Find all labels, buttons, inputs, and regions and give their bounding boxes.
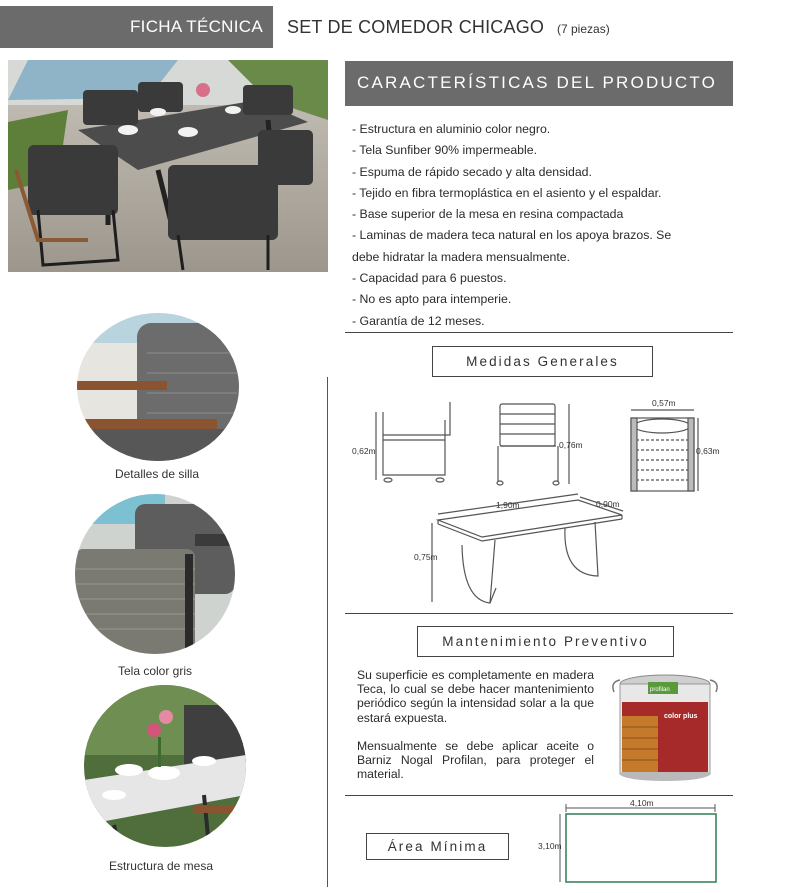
characteristics-list	[352, 119, 737, 332]
chair-top-depth-label: 0,63m	[696, 446, 720, 456]
table-width-label: 0,90m	[596, 499, 620, 509]
fabric-photo	[75, 494, 235, 654]
can-brand: profilan	[650, 687, 670, 693]
chair-side-height-label: 0,62m	[352, 446, 376, 456]
table-height-label: 0,75m	[414, 552, 438, 562]
caption-chair-detail: Detalles de silla	[114, 467, 200, 481]
maintenance-paragraph-1: Su superficie es completamente en madera Teca, lo cual se debe hacer mantenimiento periódico según la intensidad solar a la que estará expuesta.	[357, 668, 594, 725]
vertical-divider	[327, 377, 328, 887]
list-item: - Estructura en aluminio color negro.	[352, 122, 551, 136]
area-diagram	[530, 798, 730, 888]
page-title: SET DE COMEDOR CHICAGO	[287, 17, 545, 37]
list-item: - Laminas de madera teca natural en los apoya brazos. Se	[352, 228, 672, 243]
divider	[345, 795, 733, 796]
list-item: debe hidratar la madera mensualmente.	[352, 249, 571, 264]
varnish-can-image	[612, 672, 718, 782]
header-label: FICHA TÉCNICA	[130, 17, 263, 36]
chair-detail-photo	[77, 313, 239, 461]
divider	[345, 332, 733, 333]
table-structure-photo	[84, 685, 246, 847]
measures-diagram	[350, 390, 740, 610]
can-label: color plus	[664, 713, 698, 720]
list-item: - Tela Sunfiber 90% impermeable.	[352, 143, 538, 158]
list-item: - No es apto para intemperie.	[352, 292, 512, 307]
list-item: - Capacidad para 6 puestos.	[352, 271, 507, 286]
divider	[345, 613, 733, 614]
area-title: Área Mínima	[366, 833, 509, 860]
table-length-label: 1,90m	[496, 500, 520, 510]
maintenance-title: Mantenimiento Preventivo	[417, 626, 674, 657]
maintenance-text	[357, 668, 594, 781]
measures-title: Medidas Generales	[432, 346, 653, 377]
list-item: - Tejido en fibra termoplástica en el asiento y el espaldar.	[352, 185, 662, 200]
list-item: - Espuma de rápido secado y alta densidad.	[352, 164, 592, 179]
area-height-label: 3,10m	[538, 841, 562, 851]
characteristics-header	[345, 61, 733, 106]
area-width-label: 4,10m	[630, 798, 654, 808]
list-item: - Garantía de 12 meses.	[352, 313, 485, 328]
chair-front-height-label: 0,76m	[559, 440, 583, 450]
caption-fabric: Tela color gris	[117, 664, 193, 678]
caption-table-structure: Estructura de mesa	[108, 859, 214, 873]
list-item: - Base superior de la mesa en resina compactada	[352, 207, 624, 222]
page-subtitle: (7 piezas)	[557, 22, 610, 36]
chair-top-width-label: 0,57m	[652, 398, 676, 408]
header-label-box	[0, 6, 273, 48]
product-main-photo	[8, 60, 328, 272]
characteristics-title: CARACTERÍSTICAS DEL PRODUCTO	[357, 73, 718, 92]
area-rectangle	[566, 814, 716, 882]
maintenance-paragraph-2: Mensualmente se debe aplicar aceite o Barniz Nogal Profilan, para proteger el material.	[357, 738, 594, 782]
